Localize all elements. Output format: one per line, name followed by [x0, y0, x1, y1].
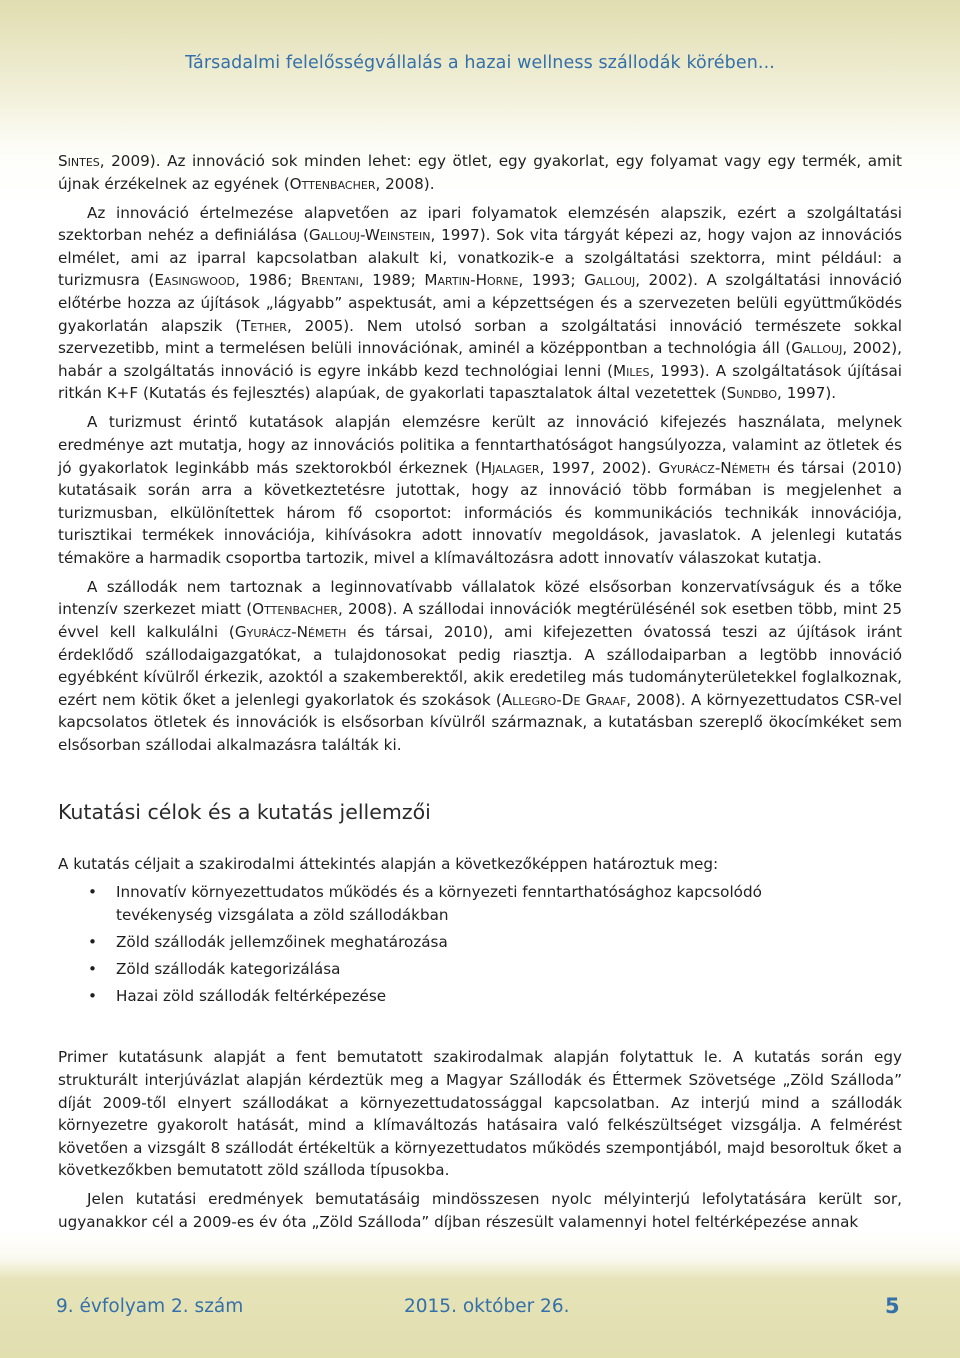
- citation-author: Gallouj: [584, 271, 636, 290]
- citation-author: Allegro-De Graaf: [501, 690, 627, 709]
- footer-issue: 9. évfolyam 2. szám: [56, 1296, 244, 1317]
- paragraph-text: , 2005). Nem utolsó sorban a szolgáltatási innováció természete sokkal szervezetibb, mint a termelésen belüli innovációnak, aminél a középpontban a technológia áll (: [58, 316, 902, 358]
- paragraph-text: A szállodák nem tartoznak a leginnovatívabb vállalatok közé elsősorban konzervatívságuk és a tőke intenzív szerkezet miatt (: [58, 577, 902, 619]
- paragraph-text: , 1993;: [518, 271, 585, 290]
- citation-author: Gyurácz-Németh: [234, 623, 347, 642]
- paragraph-text: , 2008).: [375, 174, 435, 193]
- page-number: 5: [885, 1294, 900, 1318]
- paragraph-7: Jelen kutatási eredmények bemutatásáig mindösszesen nyolc mélyinterjú lefolytatására került sor, ugyanakkor cél a 2009-es év óta „Zöld Szálloda” díjban részesült valamennyi hotel feltérképezése annak: [58, 1190, 902, 1231]
- citation-author: Gyurácz-Németh: [658, 458, 771, 477]
- paragraph-text: , 1986;: [235, 271, 301, 290]
- paragraph-4: [58, 576, 902, 757]
- bullet-icon: •: [88, 959, 97, 978]
- running-header-title: Társadalmi felelősségvállalás a hazai wellness szállodák körében...: [185, 53, 775, 73]
- list-item: [58, 985, 902, 1008]
- list-item: [58, 931, 902, 954]
- citation-author: Hjalager: [480, 458, 540, 477]
- citation-author: Sundbo: [726, 384, 778, 403]
- citation-author: Martin-Horne: [424, 271, 519, 290]
- paragraph-1: [58, 150, 902, 195]
- paragraph-text: Az innováció értelmezése alapvetően az ipari folyamatok elemzésén alapszik, ezért a szolgáltatási szektorban nehéz a definiálása (: [58, 203, 902, 245]
- list-item: [58, 958, 902, 981]
- paragraph-2: [58, 202, 902, 405]
- citation-author: Sintes: [58, 152, 100, 170]
- paragraph-text: A turizmust érintő kutatások alapján elemzésre került az innováció kifejezés használata, melynek eredménye azt mutatja, hogy az innovációs politika a fenntarthatóságot hangsúlyozza, valamint az ötletek és jó gyakorlatok leginkább más szektorokból érkeznek (: [58, 413, 902, 477]
- list-item-text: Innovatív környezettudatos működés és a környezeti fenntarthatósághoz kapcsolódó tevékenység vizsgálata a zöld szállodákban: [116, 883, 762, 924]
- bullet-icon: •: [88, 986, 97, 1005]
- list-item-text: Zöld szállodák kategorizálása: [116, 959, 341, 978]
- paragraph-text: , 2008). A környezettudatos CSR-vel kapcsolatos ötletek és innovációk is elsősorban kívülről származnak, a kutatásban szereplő ökocímkéket sem elsősorban szállodai alkalmazásra találták ki.: [58, 690, 902, 755]
- paragraph-3: [58, 411, 902, 569]
- paragraph-text: , 2009). Az innováció sok minden lehet: egy ötlet, egy gyakorlat, egy folyamat vagy egy termék, amit újnak érzékelnek az egyének (: [58, 152, 902, 193]
- paragraph-text: , 1997). Sok vita tárgyát képezi az, hogy vajon az innovációs elmélet, ami az iparral kapcsolatban alakult ki, vonatkozik-e a szolgáltatási szektorra, mint például: a turizmusra (: [58, 226, 902, 290]
- citation-author: Gallouj-Weinstein: [308, 226, 431, 245]
- paragraph-text: , 1997, 2002).: [539, 458, 659, 477]
- footer-date: 2015. október 26.: [404, 1296, 570, 1317]
- list-item-text: Hazai zöld szállodák feltérképezése: [116, 986, 387, 1005]
- bullet-icon: •: [88, 883, 97, 902]
- paragraph-text: és társai (2010) kutatásaik során arra a következtetésre jutottak, hogy az innováció több formában is megjelenhet a turizmusban, elkülönítettek három fő csoportot: információs és kommunikációs technikák innovációja, turisztikai termékek innovációja, kihívásokra adott innovatív megoldások, javaslatok. A jelenlegi kutatás témaköre a harmadik csoportba tartozik, mivel a klímaváltozásra adott innovatív válaszokat kutatja.: [58, 458, 903, 567]
- paragraph-6: Primer kutatásunk alapját a fent bemutatott szakirodalmak alapján folytattuk le. A kutatás során egy strukturált interjúvázlat alapján kérdeztük meg a Magyar Szállodák és Éttermek Szövetsége „Zöld Szálloda” díját 2009-től elnyert szállodákat a környezettudatossággal kapcsolatban. Az interjú mind a szállodák környezetre gyakorolt hatását, mind a klímaváltozás hatásaira való felkészültséget vizsgálja. A felmérést követően a vizsgált 8 szállodát értékeltük a környezettudatos működés szempontjából, majd besoroltuk őket a következőkben bemutatott zöld szálloda típusokba.: [58, 1048, 902, 1180]
- citation-author: Miles: [613, 361, 650, 380]
- paragraph-text: , 2008). A szállodai innovációk megtérülésénél sok esetben több, mint 25 évvel kell kalkulálni (: [58, 600, 902, 642]
- bullet-icon: •: [88, 932, 97, 951]
- paragraph-5: A kutatás céljait a szakirodalmi áttekintés alapján a következőképpen határoztuk meg:: [58, 854, 719, 873]
- paragraph-text: , 2002). A szolgáltatási innováció előtérbe hozza az újítások „lágyabb” aspektusát, ami a képzettségen és a szervezeten belüli együttműködés gyakorlatán alapszik (: [58, 271, 902, 335]
- paragraph-text: , 1997).: [777, 384, 837, 403]
- paragraph-text: , 2002), habár a szolgáltatás innováció is egyre inkább kezd technológiai lenni (: [58, 339, 902, 380]
- paragraph-text: és társai, 2010), ami kifejezetten óvatossá teszi az újítások iránt érdeklődő szállodaigazgatókat, a tulajdonosokat pedig riasztja. A szállodaiparban a legtöbb innováció egyébként kívülről érkezik, azoktól a szakemberektől, akik eredetileg más tudományterületekkel foglalkoznak, ezért nem kötik őket a jelenlegi gyakorlatok és szokások (: [58, 623, 902, 709]
- paragraph-text: , 1989;: [358, 271, 425, 290]
- list-item-text: Zöld szállodák jellemzőinek meghatározása: [116, 932, 448, 951]
- paragraph-text: , 1993). A szolgáltatások újításai ritkán K+F (Kutatás és fejlesztés) alapúak, de gyakorlati tapasztalatok által vezetettek (: [58, 361, 902, 403]
- list-item: [58, 881, 902, 926]
- section-heading: Kutatási célok és a kutatás jellemzői: [58, 799, 431, 824]
- citation-author: Ottenbacher: [289, 174, 376, 193]
- citation-author: Ottenbacher: [252, 600, 338, 619]
- citation-author: Easingwood: [154, 271, 236, 290]
- citation-author: Tether: [241, 316, 287, 335]
- citation-author: Gallouj: [791, 339, 843, 358]
- article-body: [58, 150, 902, 1233]
- research-goals-list: [58, 881, 902, 1007]
- citation-author: Brentani: [300, 271, 359, 290]
